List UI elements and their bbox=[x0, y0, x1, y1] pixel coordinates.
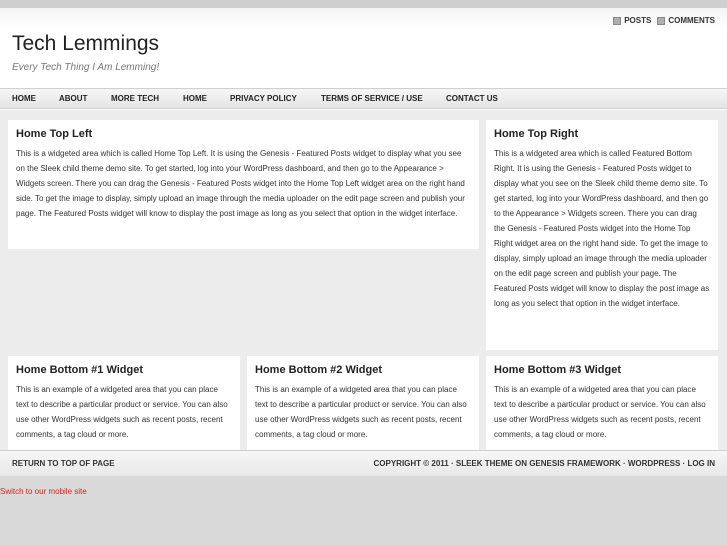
comments-feed-label: COMMENTS bbox=[668, 16, 715, 25]
widget-home-top-left bbox=[8, 120, 479, 249]
nav-home-2[interactable]: HOME bbox=[183, 94, 207, 103]
widget-title: Home Bottom #1 Widget bbox=[16, 364, 144, 376]
mobile-site-link[interactable]: Switch to our mobile site bbox=[0, 487, 87, 496]
site-header bbox=[0, 8, 727, 88]
site-tagline: Every Tech Thing I Am Lemming! bbox=[12, 62, 160, 73]
widget-text: This is an example of a widgeted area that you can place text to describe a particular product or service. You can also use other WordPress widgets such as recent posts, recent comments, a tag cloud or more. bbox=[255, 385, 467, 439]
wordpress-link[interactable]: WORDPRESS bbox=[627, 459, 681, 468]
site-title[interactable]: Tech Lemmings bbox=[12, 32, 160, 55]
login-link[interactable]: LOG IN bbox=[687, 459, 715, 468]
feed-links bbox=[613, 16, 715, 25]
posts-feed-label: POSTS bbox=[624, 16, 652, 25]
return-to-top-link[interactable]: RETURN TO TOP OF PAGE bbox=[12, 459, 115, 468]
top-strip bbox=[0, 0, 727, 8]
widget-home-top-right bbox=[486, 120, 718, 350]
footer-separator: · bbox=[680, 459, 688, 468]
site-footer bbox=[0, 450, 727, 476]
nav-home[interactable]: HOME bbox=[12, 94, 36, 103]
widget-text: This is an example of a widgeted area that you can place text to describe a particular product or service. You can also use other WordPress widgets such as recent posts, recent comments, a tag cloud or more. bbox=[16, 385, 228, 439]
page-wrap bbox=[0, 8, 727, 476]
widget-text: This is an example of a widgeted area that you can place text to describe a particular product or service. You can also use other WordPress widgets such as recent posts, recent comments, a tag cloud or more. bbox=[494, 385, 706, 439]
rss-icon bbox=[657, 17, 665, 25]
footer-credits bbox=[374, 459, 716, 468]
widget-title: Home Bottom #3 Widget bbox=[494, 364, 622, 376]
nav-more-tech[interactable]: MORE TECH bbox=[111, 94, 159, 103]
widget-home-bottom-2 bbox=[247, 356, 479, 450]
widget-text: This is a widgeted area which is called Featured Bottom Right. It is using the Genesis - Featured Posts widget to display what you see on the Sleek child theme demo site. To get started, log into your WordPress dashboard, and then go to the Appearance > Widgets screen. There you can drag the Genesis - Featured Posts widget into the Home Top Right widget area on the right hand side. To get the image to display, simply upload an image through the media uploader on the edit page screen and publish your page. The Featured Posts widget will know to display the post image as long as you select that option in the widget interface. bbox=[494, 149, 710, 308]
widget-title: Home Top Left bbox=[16, 128, 93, 140]
nav-terms-of-service[interactable]: TERMS OF SERVICE / USE bbox=[321, 94, 423, 103]
content-area bbox=[0, 110, 727, 450]
widget-text: This is a widgeted area which is called Home Top Left. It is using the Genesis - Featured Posts widget to display what you see on the Sleek child theme demo site. To get started, log into your WordPress dashboard, and then go to the Appearance > Widgets screen. There you can drag the Genesis - Featured Posts widget into the Home Top Left widget area on the right hand side. To get the image to display, simply upload an image through the media uploader on the edit page screen and publish your page. The Featured Posts widget will know to display the post image as long as you select that option in the widget interface. bbox=[16, 149, 465, 218]
widget-title: Home Top Right bbox=[494, 128, 579, 140]
nav-contact-us[interactable]: CONTACT US bbox=[446, 94, 498, 103]
widget-home-bottom-3 bbox=[486, 356, 718, 450]
copyright-text: COPYRIGHT © 2011 · SLEEK THEME ON GENESIS FRAMEWORK · bbox=[373, 459, 628, 468]
widget-home-bottom-1 bbox=[8, 356, 240, 450]
nav-privacy-policy[interactable]: PRIVACY POLICY bbox=[230, 94, 297, 103]
main-nav bbox=[0, 88, 727, 109]
rss-icon bbox=[613, 17, 621, 25]
comments-feed-link[interactable] bbox=[657, 16, 715, 25]
nav-about[interactable]: ABOUT bbox=[59, 94, 88, 103]
posts-feed-link[interactable] bbox=[613, 16, 651, 25]
widget-title: Home Bottom #2 Widget bbox=[255, 364, 383, 376]
